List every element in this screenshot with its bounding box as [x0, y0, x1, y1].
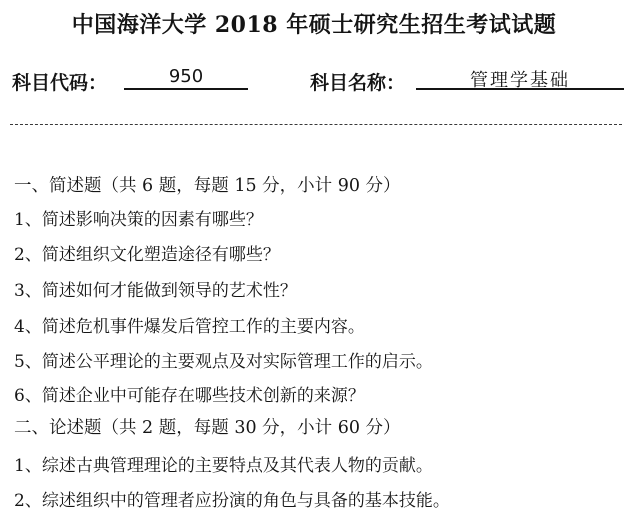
- subject-code-label: 科目代码：: [12, 72, 108, 94]
- question-item: 1、简述影响决策的因素有哪些？: [14, 210, 263, 230]
- question-item: 1、综述古典管理理论的主要特点及其代表人物的贡献。: [14, 456, 433, 476]
- subject-code-value: 950: [124, 66, 248, 90]
- exam-title: 中国海洋大学 2018 年硕士研究生招生考试试题: [71, 12, 557, 38]
- subject-name-label: 科目名称：: [310, 72, 406, 94]
- question-item: 2、简述组织文化塑造途径有哪些？: [14, 245, 280, 265]
- subject-name-value: 管理学基础: [416, 66, 624, 90]
- question-item: 6、简述企业中可能存在哪些技术创新的来源？: [14, 386, 365, 406]
- question-item: 3、简述如何才能做到领导的艺术性？: [14, 281, 297, 301]
- question-item: 4、简述危机事件爆发后管控工作的主要内容。: [14, 317, 365, 337]
- section-heading-short-answer: 一、简述题（共 6 题，每题 15 分，小计 90 分）: [14, 176, 401, 196]
- section-heading-essay: 二、论述题（共 2 题，每题 30 分，小计 60 分）: [14, 418, 401, 438]
- question-item: 2、综述组织中的管理者应扮演的角色与具备的基本技能。: [14, 491, 450, 511]
- exam-meta-row: [12, 66, 620, 96]
- dashed-divider: [10, 124, 622, 125]
- question-item: 5、简述公平理论的主要观点及对实际管理工作的启示。: [14, 352, 433, 372]
